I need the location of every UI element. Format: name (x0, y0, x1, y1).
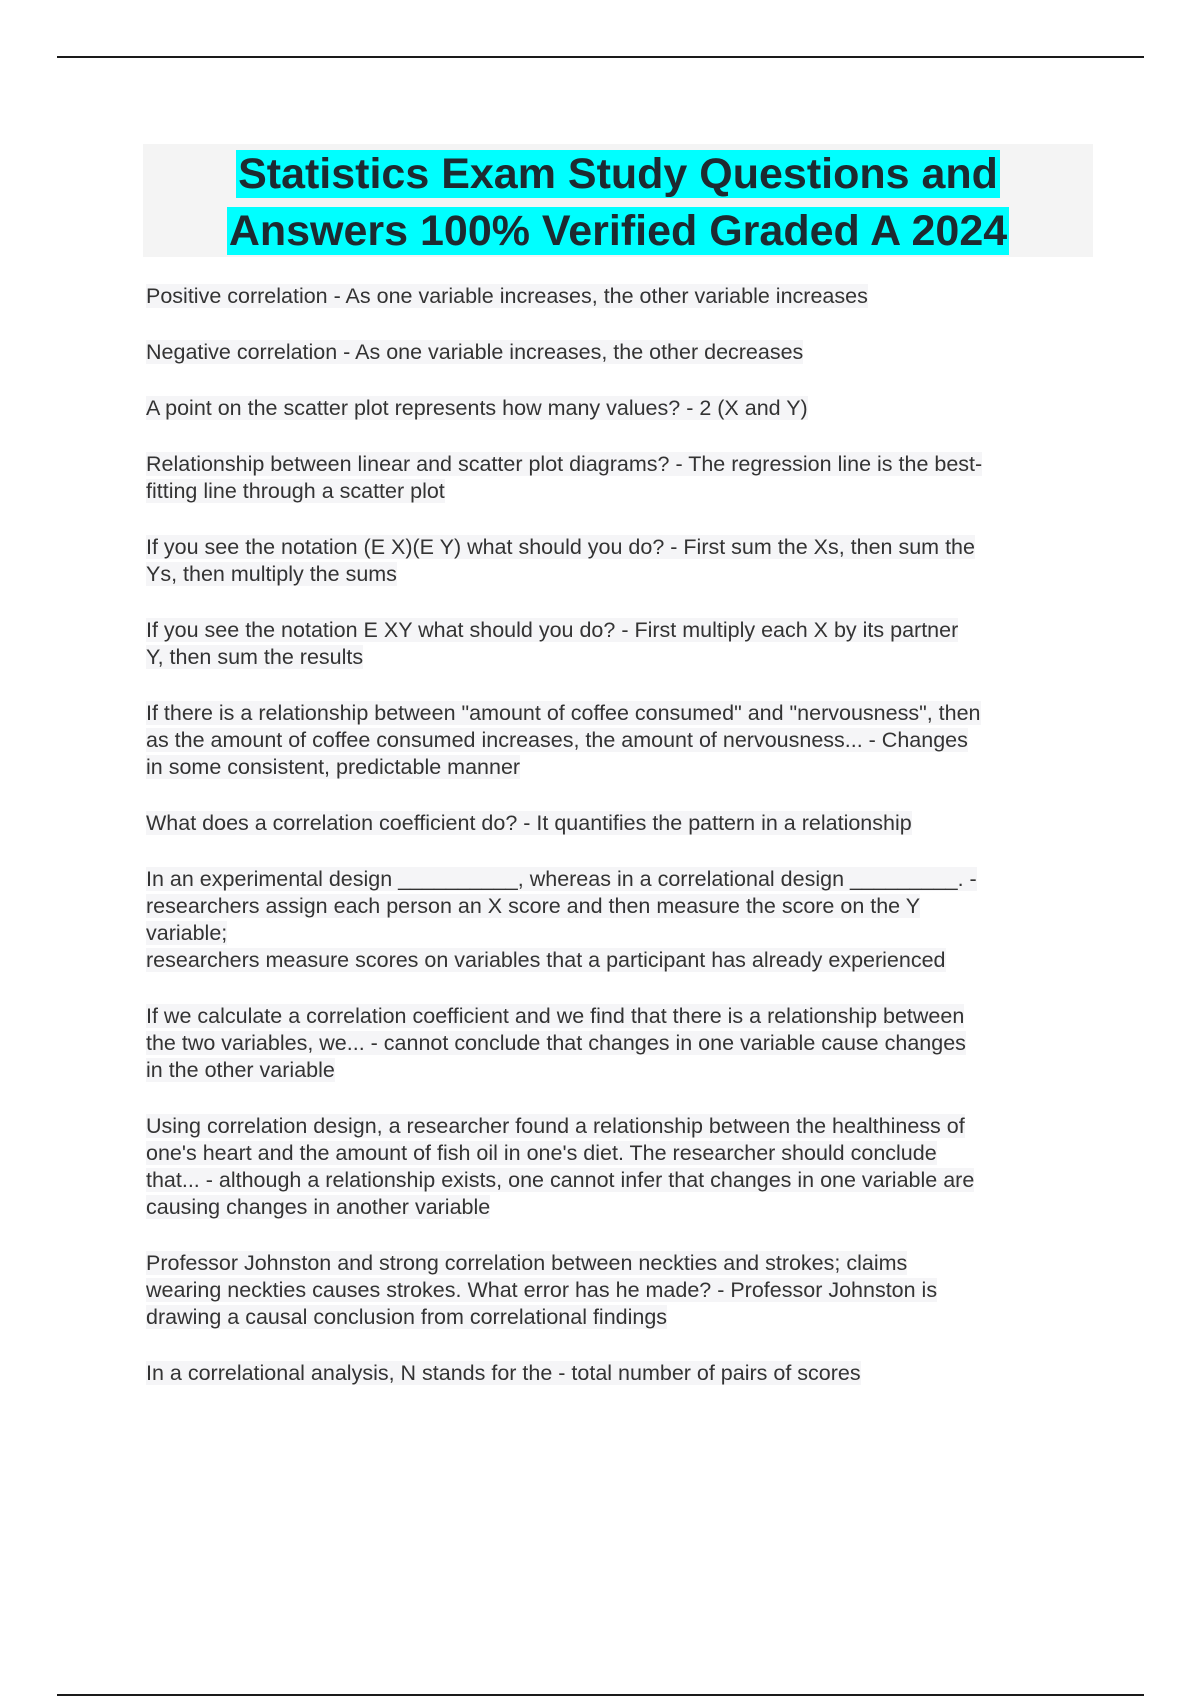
qa-item-2 (146, 339, 1096, 366)
qa-text: Professor Johnston and strong correlation between neckties and strokes; claims wearing neckties causes strokes. What error has he made? - Professor Johnston is drawing a causal conclusion from correlational findings (146, 1251, 938, 1329)
qa-list (146, 283, 1096, 1416)
document-title-line-1: Statistics Exam Study Questions and (238, 150, 998, 198)
qa-text: If you see the notation (E X)(E Y) what should you do? - First sum the Xs, then sum the Ys, then multiply the sums (146, 535, 975, 586)
qa-item-10 (146, 1003, 1096, 1084)
qa-item-4 (146, 451, 1096, 505)
title-block (143, 144, 1093, 257)
qa-item-9 (146, 866, 1096, 974)
document-title-line-2: Answers 100% Verified Graded A 2024 (228, 207, 1008, 255)
qa-text: Negative correlation - As one variable increases, the other decreases (146, 340, 804, 364)
qa-item-1 (146, 283, 1096, 310)
qa-item-12 (146, 1250, 1096, 1331)
header-rule (57, 56, 1144, 58)
qa-item-6 (146, 617, 1096, 671)
qa-text: If there is a relationship between "amount of coffee consumed" and "nervousness", then as the amount of coffee consumed increases, the amount of nervousness... - Changes in some consistent, predictable manner (146, 701, 981, 779)
qa-item-5 (146, 534, 1096, 588)
qa-item-7 (146, 700, 1096, 781)
qa-text: Positive correlation - As one variable increases, the other variable increases (146, 284, 868, 308)
qa-text: Relationship between linear and scatter plot diagrams? - The regression line is the best- fitting line through a scatter plot (146, 452, 983, 503)
qa-text: What does a correlation coefficient do? - It quantifies the pattern in a relationship (146, 811, 912, 835)
qa-item-11 (146, 1113, 1096, 1221)
qa-text: A point on the scatter plot represents how many values? - 2 (X and Y) (146, 396, 808, 420)
footer-rule (57, 1694, 1144, 1696)
qa-text: In a correlational analysis, N stands for the - total number of pairs of scores (146, 1361, 861, 1385)
qa-text: If you see the notation E XY what should you do? - First multiply each X by its partner Y, then sum the results (146, 618, 959, 669)
qa-item-8 (146, 810, 1096, 837)
qa-text: Using correlation design, a researcher found a relationship between the healthiness of one's heart and the amount of fish oil in one's diet. The researcher should conclude that... - although a relationship exists, one cannot infer that changes in one variable are causing changes in another variable (146, 1114, 975, 1219)
qa-item-13 (146, 1360, 1096, 1387)
qa-item-3 (146, 395, 1096, 422)
qa-text: If we calculate a correlation coefficient and we find that there is a relationship between the two variables, we... - cannot conclude that changes in one variable cause changes in the other variable (146, 1004, 966, 1082)
qa-text: In an experimental design __________, whereas in a correlational design _________. - researchers assign each person an X score and then measure the score on the Y variable; researchers measure scores on variables that a participant has already experienced (146, 867, 977, 972)
